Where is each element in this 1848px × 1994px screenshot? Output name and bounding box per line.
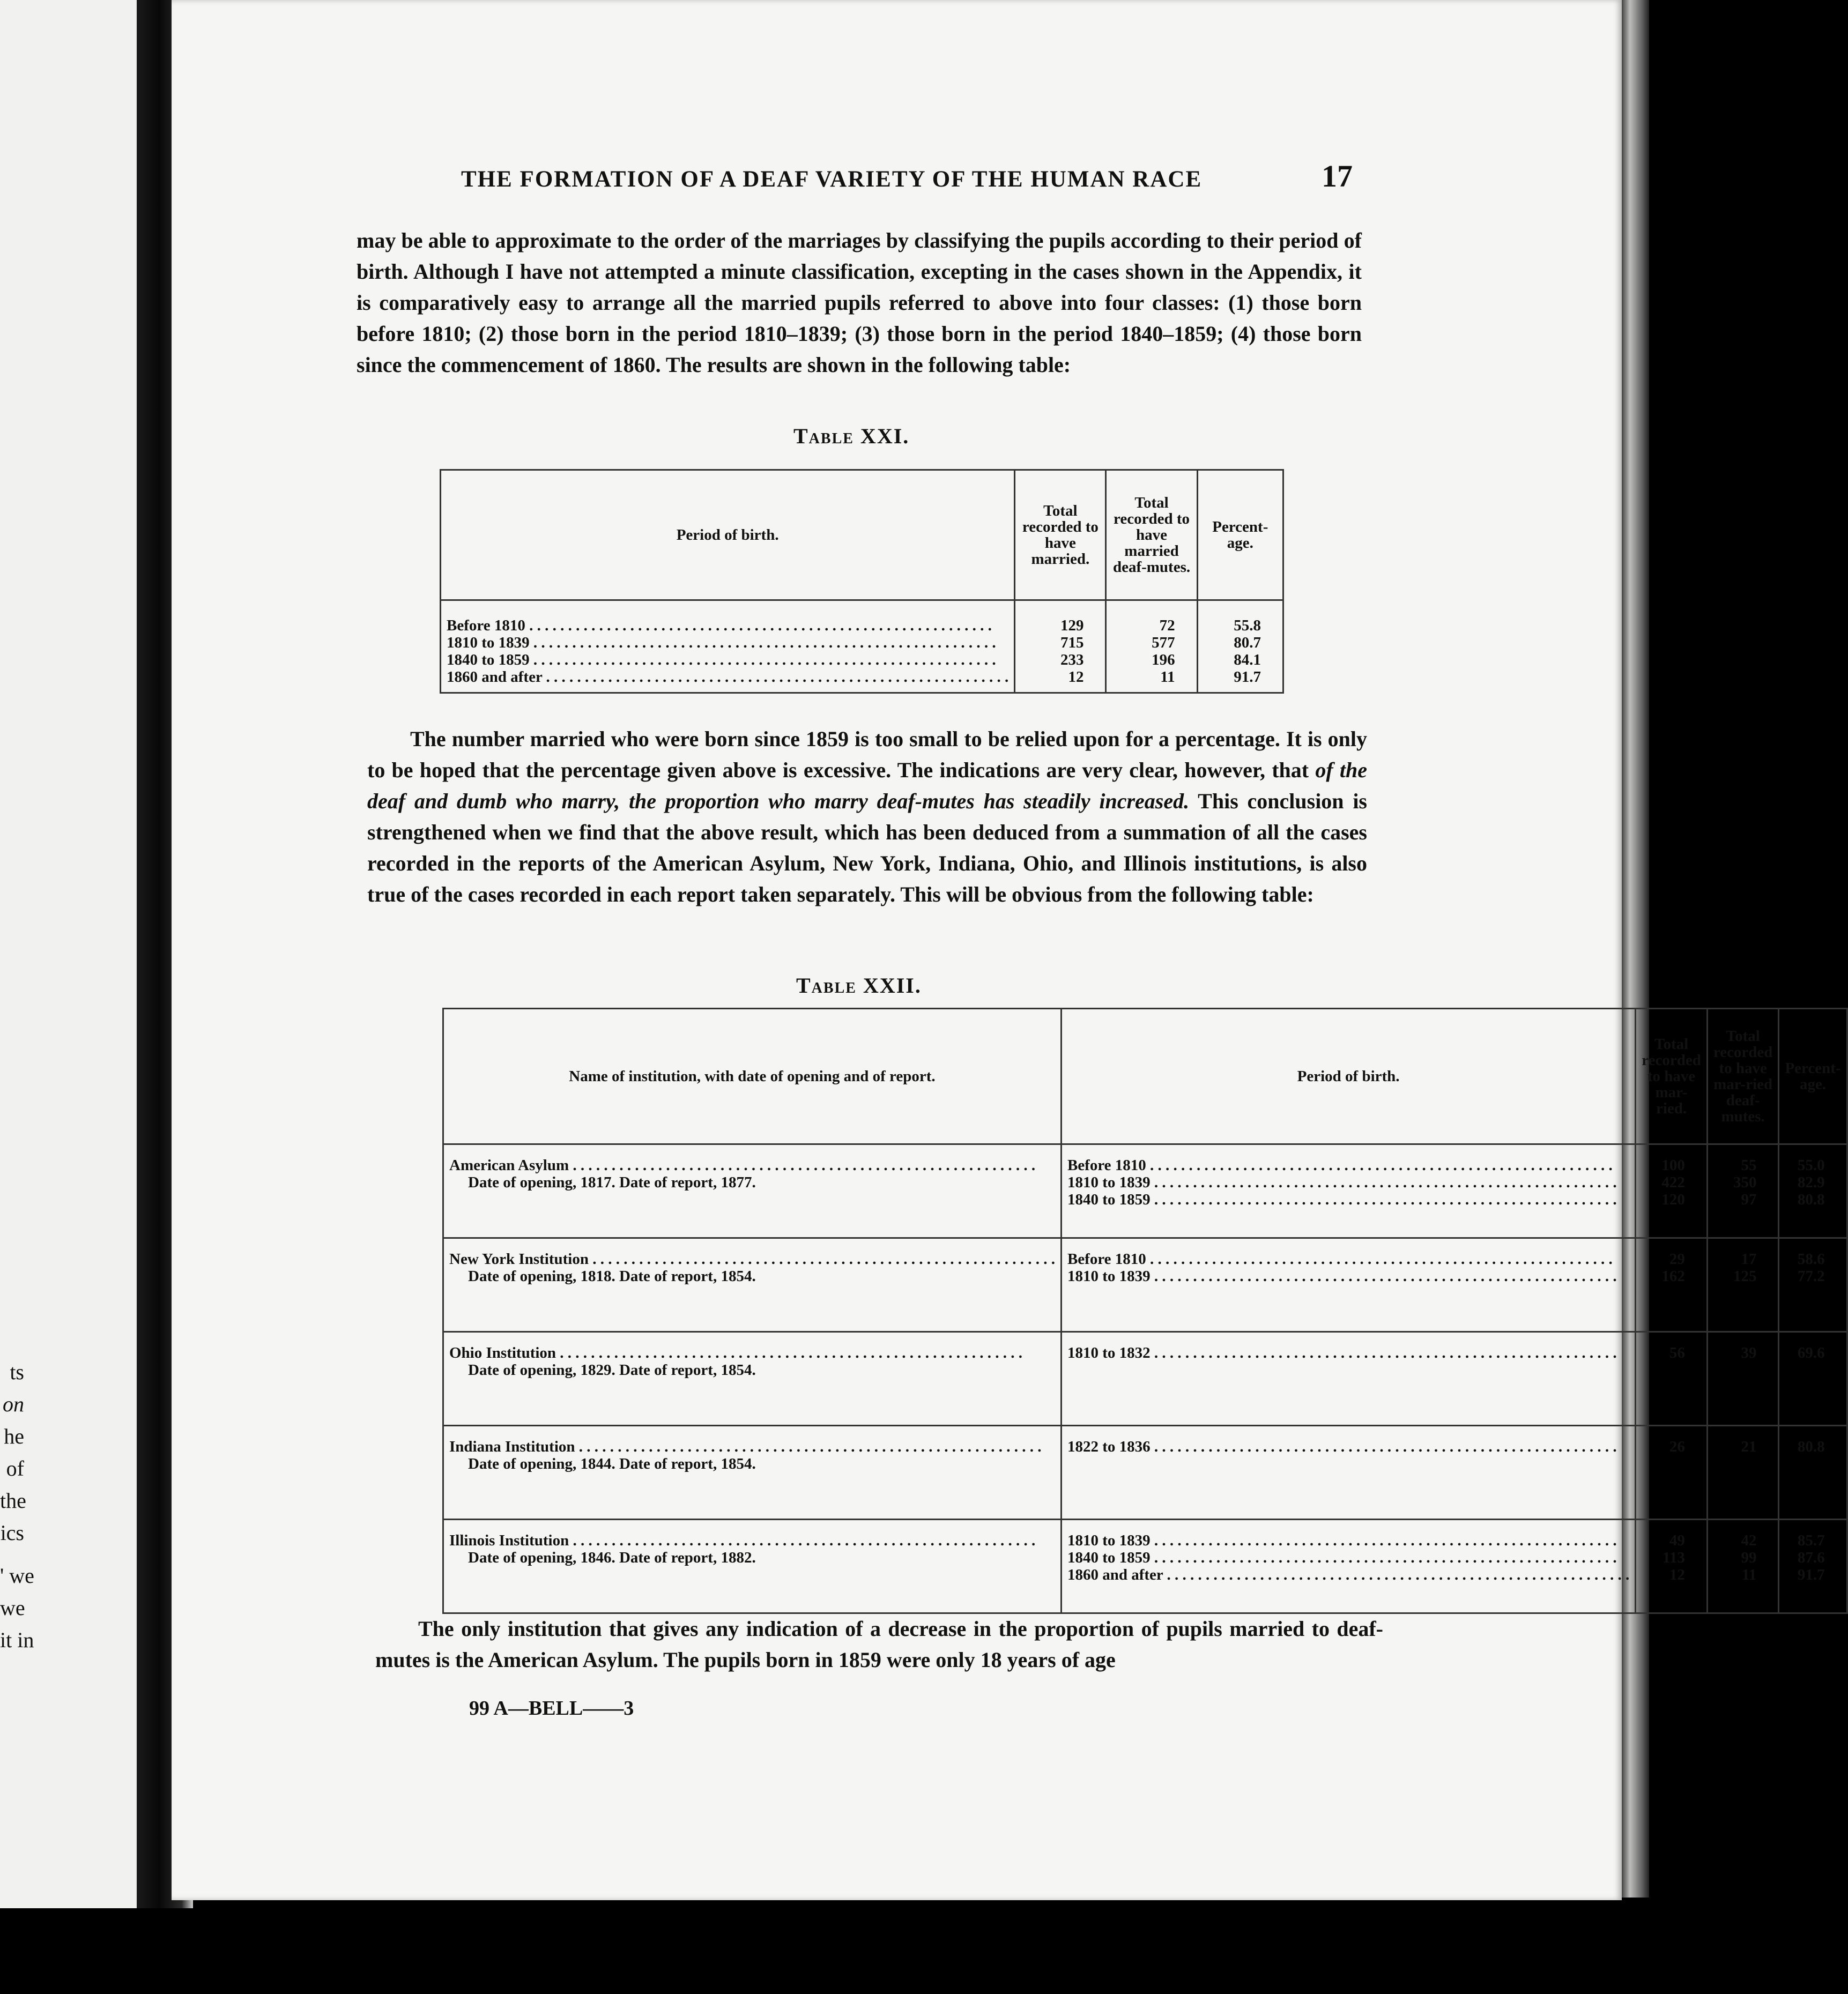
deaf-cell <box>1707 1332 1779 1426</box>
facing-word: ' we <box>0 1564 34 1588</box>
institution-name: New York Institution . . . <box>449 1251 1055 1268</box>
deaf-value: 21 <box>1741 1438 1757 1455</box>
table-row <box>443 1426 1847 1520</box>
married-value: 49 <box>1669 1532 1685 1549</box>
deaf-value: 11 <box>1160 668 1175 686</box>
period-label: 1810 to 1839 . . . <box>1067 1174 1629 1191</box>
running-header: THE FORMATION OF A DEAF VARIETY OF THE HUMAN RACE <box>461 167 1203 192</box>
institution-cell <box>443 1426 1062 1520</box>
percentage-value: 91.7 <box>1234 668 1261 686</box>
period-label: 1810 to 1839 . . . <box>1067 1268 1629 1285</box>
deaf-value: 350 <box>1733 1174 1757 1191</box>
period-cell <box>1061 1332 1635 1426</box>
married-value: 100 <box>1661 1157 1685 1174</box>
institution-cell <box>443 1332 1062 1426</box>
period-label: Before 1810 . . . <box>1067 1157 1629 1174</box>
table-row <box>443 1144 1847 1238</box>
married-value: 233 <box>1060 651 1084 668</box>
married-value: 422 <box>1661 1174 1685 1191</box>
percentage-value: 91.7 <box>1797 1566 1825 1583</box>
married-value: 129 <box>1060 617 1084 634</box>
table-xxi-title: Table XXI. <box>793 424 910 448</box>
table-xxii <box>442 1008 1848 1614</box>
analysis-emphasis: of the deaf and dumb who marry, the proportion who marry deaf-mutes has steadily increased. <box>367 758 1368 813</box>
deaf-value: 97 <box>1741 1191 1757 1208</box>
period-cell <box>1061 1520 1635 1613</box>
institution-cell <box>443 1238 1062 1332</box>
percentage-value: 55.0 <box>1797 1157 1825 1174</box>
percentage-value: 87.6 <box>1797 1549 1825 1566</box>
deaf-cell <box>1707 1520 1779 1613</box>
deaf-value: 99 <box>1741 1549 1757 1566</box>
facing-word: of <box>6 1456 24 1480</box>
percentage-value: 77.2 <box>1797 1268 1825 1285</box>
institution-dates: Date of opening, 1817. Date of report, 1877. <box>468 1174 756 1191</box>
married-cell <box>1636 1426 1708 1520</box>
institution-name: American Asylum . . . <box>449 1157 1055 1174</box>
institution-cell <box>443 1144 1062 1238</box>
institution-dates: Date of opening, 1844. Date of report, 1854. <box>468 1455 756 1472</box>
percentage-value: 80.7 <box>1234 634 1261 651</box>
period-cell <box>1061 1144 1635 1238</box>
period-label: 1840 to 1859 . . . <box>1067 1191 1629 1208</box>
married-cell <box>1636 1332 1708 1426</box>
married-value: 113 <box>1662 1549 1685 1566</box>
deaf-value: 17 <box>1741 1251 1757 1268</box>
table-row <box>443 1238 1847 1332</box>
institution-name: Illinois Institution . . . <box>449 1532 1055 1549</box>
period-cell <box>1061 1426 1635 1520</box>
analysis-text: This conclusion is strengthened when we find that the above result, which has been deduced from a summation of all the cases recorded in the reports of the American Asylum, New York, Indiana, Ohio, and Illinois institutions, is also true of the cases recorded in each report taken separately. This will be obvious from the following table: <box>367 789 1368 906</box>
married-cell <box>1636 1144 1708 1238</box>
percentage-cell <box>1779 1426 1847 1520</box>
column-header: Name of institution, with date of opening and of report. <box>443 1009 1062 1144</box>
deaf-value: 196 <box>1152 651 1175 668</box>
married-value: 715 <box>1060 634 1084 651</box>
facing-word: on <box>3 1392 24 1416</box>
table-row <box>443 1520 1847 1613</box>
facing-word: ics <box>0 1521 24 1545</box>
period-label: 1840 to 1859 . . . <box>447 651 1008 668</box>
married-value: 162 <box>1661 1268 1685 1285</box>
married-cell <box>1636 1520 1708 1613</box>
paragraph-analysis <box>367 724 1367 910</box>
period-label: 1860 and after . . . <box>1067 1566 1629 1583</box>
deaf-value: 72 <box>1159 617 1175 634</box>
column-header: Total recorded to have married deaf-mutes. <box>1106 470 1197 600</box>
analysis-text: The number married who were born since 1859 is too small to be relied upon for a percentage. It is only to be hoped that the percentage given above is excessive. The indications are very clear, however, that <box>367 727 1367 782</box>
institution-name: Indiana Institution . . . <box>449 1438 1055 1455</box>
period-label: 1810 to 1839 . . . <box>1067 1532 1629 1549</box>
deaf-cell <box>1707 1426 1779 1520</box>
percentage-value: 69.6 <box>1797 1344 1825 1361</box>
paragraph-conclusion: The only institution that gives any indication of a decrease in the proportion of pupils married to deaf-mutes is the American Asylum. The pupils born in 1859 were only 18 years of age <box>375 1617 1383 1672</box>
percentage-cell <box>1779 1144 1847 1238</box>
married-value: 12 <box>1068 668 1084 686</box>
deaf-cell <box>1707 1238 1779 1332</box>
percentage-value: 55.8 <box>1234 617 1261 634</box>
period-label: 1810 to 1832 . . . <box>1067 1344 1629 1361</box>
deaf-value: 11 <box>1742 1566 1757 1583</box>
period-label: 1810 to 1839 . . . <box>447 634 1008 651</box>
period-label: Before 1810 . . . <box>447 617 1008 634</box>
deaf-value: 42 <box>1741 1532 1757 1549</box>
facing-page <box>0 0 137 1908</box>
married-cell <box>1636 1238 1708 1332</box>
percentage-value: 82.9 <box>1797 1174 1825 1191</box>
table-row <box>443 1332 1847 1426</box>
table-header-row <box>441 470 1283 600</box>
married-value: 26 <box>1669 1438 1685 1455</box>
facing-page-text <box>0 1356 134 1656</box>
facing-word: ts <box>10 1360 24 1384</box>
column-header: Total recorded to have married. <box>1015 470 1106 600</box>
column-header: Total recorded to have mar-ried deaf-mutes. <box>1707 1009 1779 1144</box>
deaf-cell <box>1707 1144 1779 1238</box>
married-value: 120 <box>1661 1191 1685 1208</box>
married-value: 29 <box>1669 1251 1685 1268</box>
percentage-value: 85.7 <box>1797 1532 1825 1549</box>
facing-word: it in <box>0 1628 34 1652</box>
table-xxi <box>440 469 1284 694</box>
paragraph-intro: may be able to approximate to the order of the marriages by classifying the pupils according to their period of birth. Although I have not attempted a minute classification, excepting in the cases shown in the Appendix, it is comparatively easy to arrange all the married pupils referred to above into four classes: (1) those born before 1810; (2) those born in the period 1810–1839; (3) those born in the period 1840–1859; (4) those born since the commencement of 1860. The results are shown in the following table: <box>357 228 1362 377</box>
period-cell <box>1061 1238 1635 1332</box>
percentage-value: 80.8 <box>1797 1438 1825 1455</box>
table-xxii-title: Table XXII. <box>796 973 922 998</box>
percentage-value: 58.6 <box>1797 1251 1825 1268</box>
institution-name: Ohio Institution . . . <box>449 1344 1055 1361</box>
deaf-value: 55 <box>1741 1157 1757 1174</box>
period-label: 1860 and after . . . <box>447 668 1008 686</box>
institution-cell <box>443 1520 1062 1613</box>
percentage-value: 80.8 <box>1797 1191 1825 1208</box>
page-number: 17 <box>1322 159 1353 194</box>
deaf-value: 39 <box>1741 1344 1757 1361</box>
percentage-value: 84.1 <box>1234 651 1261 668</box>
column-header: Percent-age. <box>1197 470 1283 600</box>
deaf-cell <box>1106 600 1197 693</box>
table-header-row <box>443 1009 1847 1144</box>
percentage-cell <box>1779 1332 1847 1426</box>
period-label: 1822 to 1836 . . . <box>1067 1438 1629 1455</box>
period-label: Before 1810 . . . <box>1067 1251 1629 1268</box>
column-header: Period of birth. <box>441 470 1015 600</box>
percentage-cell <box>1197 600 1283 693</box>
deaf-value: 577 <box>1152 634 1175 651</box>
married-cell <box>1015 600 1106 693</box>
married-value: 12 <box>1669 1566 1685 1583</box>
percentage-cell <box>1779 1238 1847 1332</box>
period-cell <box>441 600 1015 693</box>
facing-word: the <box>0 1489 26 1513</box>
table-row <box>441 600 1283 693</box>
column-header: Total recorded to have mar-ried. <box>1636 1009 1708 1144</box>
deaf-value: 125 <box>1733 1268 1757 1285</box>
married-value: 56 <box>1669 1344 1685 1361</box>
percentage-cell <box>1779 1520 1847 1613</box>
facing-word: he <box>4 1424 24 1448</box>
institution-dates: Date of opening, 1818. Date of report, 1854. <box>468 1268 756 1285</box>
period-label: 1840 to 1859 . . . <box>1067 1549 1629 1566</box>
column-header: Period of birth. <box>1061 1009 1635 1144</box>
institution-dates: Date of opening, 1846. Date of report, 1882. <box>468 1549 756 1566</box>
institution-dates: Date of opening, 1829. Date of report, 1854. <box>468 1361 756 1379</box>
column-header: Percent-age. <box>1779 1009 1847 1144</box>
signature-mark: 99 A—BELL——3 <box>469 1697 634 1720</box>
facing-word: we <box>0 1596 25 1620</box>
